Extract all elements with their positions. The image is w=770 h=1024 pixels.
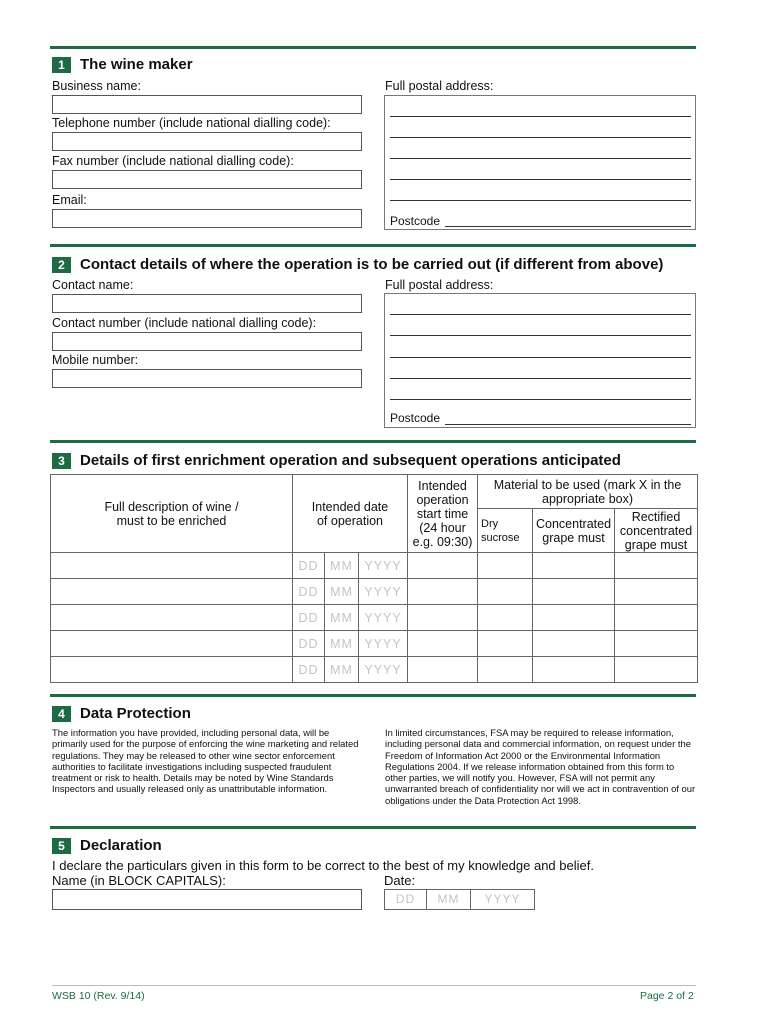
- month-cell[interactable]: MM: [325, 605, 359, 631]
- section-title: The wine maker: [80, 56, 193, 73]
- dry-sucrose-header: Dry sucrose: [478, 509, 533, 553]
- page-number: Page 2 of 2: [640, 990, 694, 1002]
- telephone-field[interactable]: [52, 132, 362, 151]
- description-cell[interactable]: [51, 657, 293, 683]
- year-cell[interactable]: YYYY: [359, 657, 408, 683]
- address-line: [390, 399, 691, 400]
- date-header: Intended date of operation: [293, 475, 408, 553]
- dry-sucrose-cell[interactable]: [478, 605, 533, 631]
- fax-label: Fax number (include national dialling code):: [52, 154, 294, 168]
- description-cell[interactable]: [51, 553, 293, 579]
- address-line: [390, 137, 691, 138]
- mobile-field[interactable]: [52, 369, 362, 388]
- concentrated-cell[interactable]: [533, 553, 615, 579]
- year-cell[interactable]: YYYY: [359, 553, 408, 579]
- telephone-label: Telephone number (include national dialling code):: [52, 116, 331, 130]
- section-rule: [50, 46, 696, 49]
- section-title: Declaration: [80, 837, 162, 854]
- month-cell[interactable]: MM: [325, 579, 359, 605]
- postcode-label: Postcode: [390, 411, 441, 425]
- declaration-day-field[interactable]: DD: [384, 889, 427, 910]
- address-line: [390, 335, 691, 336]
- business-name-field[interactable]: [52, 95, 362, 114]
- day-cell[interactable]: DD: [293, 553, 325, 579]
- postcode-label: Postcode: [390, 214, 441, 228]
- declaration-statement: I declare the particulars given in this form to be correct to the best of my knowledge and belief.: [52, 858, 594, 873]
- contact-name-field[interactable]: [52, 294, 362, 313]
- section-title: Contact details of where the operation is to be carried out (if different from above): [80, 256, 664, 273]
- declaration-year-field[interactable]: YYYY: [470, 889, 535, 910]
- month-cell[interactable]: MM: [325, 631, 359, 657]
- address-line: [390, 357, 691, 358]
- table-row: [51, 605, 698, 631]
- table-row: [51, 657, 698, 683]
- year-cell[interactable]: YYYY: [359, 605, 408, 631]
- email-label: Email:: [52, 193, 87, 207]
- date-label: Date:: [384, 873, 416, 888]
- address-line: [390, 179, 691, 180]
- section-number: 5: [52, 838, 71, 854]
- contact-name-label: Contact name:: [52, 278, 134, 292]
- time-cell[interactable]: [408, 631, 478, 657]
- rectified-cell[interactable]: [615, 605, 698, 631]
- fax-field[interactable]: [52, 170, 362, 189]
- rectified-cell[interactable]: [615, 631, 698, 657]
- address-line: [390, 116, 691, 117]
- address-line: [390, 314, 691, 315]
- time-cell[interactable]: [408, 657, 478, 683]
- section-number: 2: [52, 257, 71, 273]
- rectified-cell[interactable]: [615, 553, 698, 579]
- form-reference: WSB 10 (Rev. 9/14): [52, 990, 145, 1002]
- section-title: Data Protection: [80, 705, 191, 722]
- day-cell[interactable]: DD: [293, 657, 325, 683]
- time-cell[interactable]: [408, 553, 478, 579]
- section-number: 4: [52, 706, 71, 722]
- email-field[interactable]: [52, 209, 362, 228]
- month-cell[interactable]: MM: [325, 553, 359, 579]
- address-line: [390, 200, 691, 201]
- postal-address-label: Full postal address:: [385, 79, 494, 93]
- table-row: [51, 579, 698, 605]
- concentrated-cell[interactable]: [533, 579, 615, 605]
- name-field[interactable]: [52, 889, 362, 910]
- operation-address-field[interactable]: [384, 293, 696, 428]
- address-line: [390, 378, 691, 379]
- mobile-label: Mobile number:: [52, 353, 139, 367]
- section-number: 3: [52, 453, 71, 469]
- day-cell[interactable]: DD: [293, 631, 325, 657]
- operations-table: [50, 474, 698, 683]
- description-cell[interactable]: [51, 605, 293, 631]
- day-cell[interactable]: DD: [293, 605, 325, 631]
- data-protection-text-right: In limited circumstances, FSA may be required to release information, including personal data and commercial information, on request under the Freedom of Information Act 2000 or the Environmental Information Regulations 2004. If we release information obtained from this form to other parties, we will notify you. However, FSA will not permit any unwarranted breach of confidentiality nor will we act in contravention of our obligations under the Data Protection Act 1998.: [385, 727, 696, 806]
- material-header: Material to be used (mark X in the appropriate box): [478, 475, 698, 509]
- description-cell[interactable]: [51, 579, 293, 605]
- dry-sucrose-cell[interactable]: [478, 657, 533, 683]
- section-rule: [50, 244, 696, 247]
- year-cell[interactable]: YYYY: [359, 579, 408, 605]
- postcode-line: [445, 424, 691, 425]
- section-rule: [50, 694, 696, 697]
- concentrated-header: Concentrated grape must: [533, 509, 615, 553]
- time-header: Intended operation start time (24 hour e.g. 09:30): [408, 475, 478, 553]
- day-cell[interactable]: DD: [293, 579, 325, 605]
- dry-sucrose-cell[interactable]: [478, 631, 533, 657]
- month-cell[interactable]: MM: [325, 657, 359, 683]
- description-header: Full description of wine / must to be enriched: [51, 475, 293, 553]
- section-title: Details of first enrichment operation and subsequent operations anticipated: [80, 452, 621, 469]
- time-cell[interactable]: [408, 605, 478, 631]
- section-number: 1: [52, 57, 71, 73]
- postal-address-field[interactable]: [384, 95, 696, 230]
- rectified-cell[interactable]: [615, 657, 698, 683]
- footer-rule: [52, 985, 696, 986]
- contact-number-label: Contact number (include national dialling code):: [52, 316, 317, 330]
- table-row: [51, 553, 698, 579]
- dry-sucrose-cell[interactable]: [478, 579, 533, 605]
- data-protection-text-left: The information you have provided, including personal data, will be primarily used for the purpose of enforcing the wine marketing and related regulations. They may be released to other wine sector enforcement authorities to facilitate investigations including suspected fraudulent treatment or risk to health. Details may be noted by Wine Standards Inspectors and usually released only as unattributable information.: [52, 727, 359, 795]
- table-row: [51, 631, 698, 657]
- name-label: Name (in BLOCK CAPITALS):: [52, 873, 226, 888]
- year-cell[interactable]: YYYY: [359, 631, 408, 657]
- rectified-cell[interactable]: [615, 579, 698, 605]
- section-rule: [50, 440, 696, 443]
- concentrated-cell[interactable]: [533, 605, 615, 631]
- dry-sucrose-cell[interactable]: [478, 553, 533, 579]
- postal-address-label: Full postal address:: [385, 278, 494, 292]
- description-cell[interactable]: [51, 631, 293, 657]
- business-name-label: Business name:: [52, 79, 141, 93]
- postcode-line: [445, 226, 691, 227]
- time-cell[interactable]: [408, 579, 478, 605]
- contact-number-field[interactable]: [52, 332, 362, 351]
- rectified-header: Rectified concentrated grape must: [615, 509, 698, 553]
- declaration-month-field[interactable]: MM: [426, 889, 471, 910]
- address-line: [390, 158, 691, 159]
- concentrated-cell[interactable]: [533, 631, 615, 657]
- section-rule: [50, 826, 696, 829]
- concentrated-cell[interactable]: [533, 657, 615, 683]
